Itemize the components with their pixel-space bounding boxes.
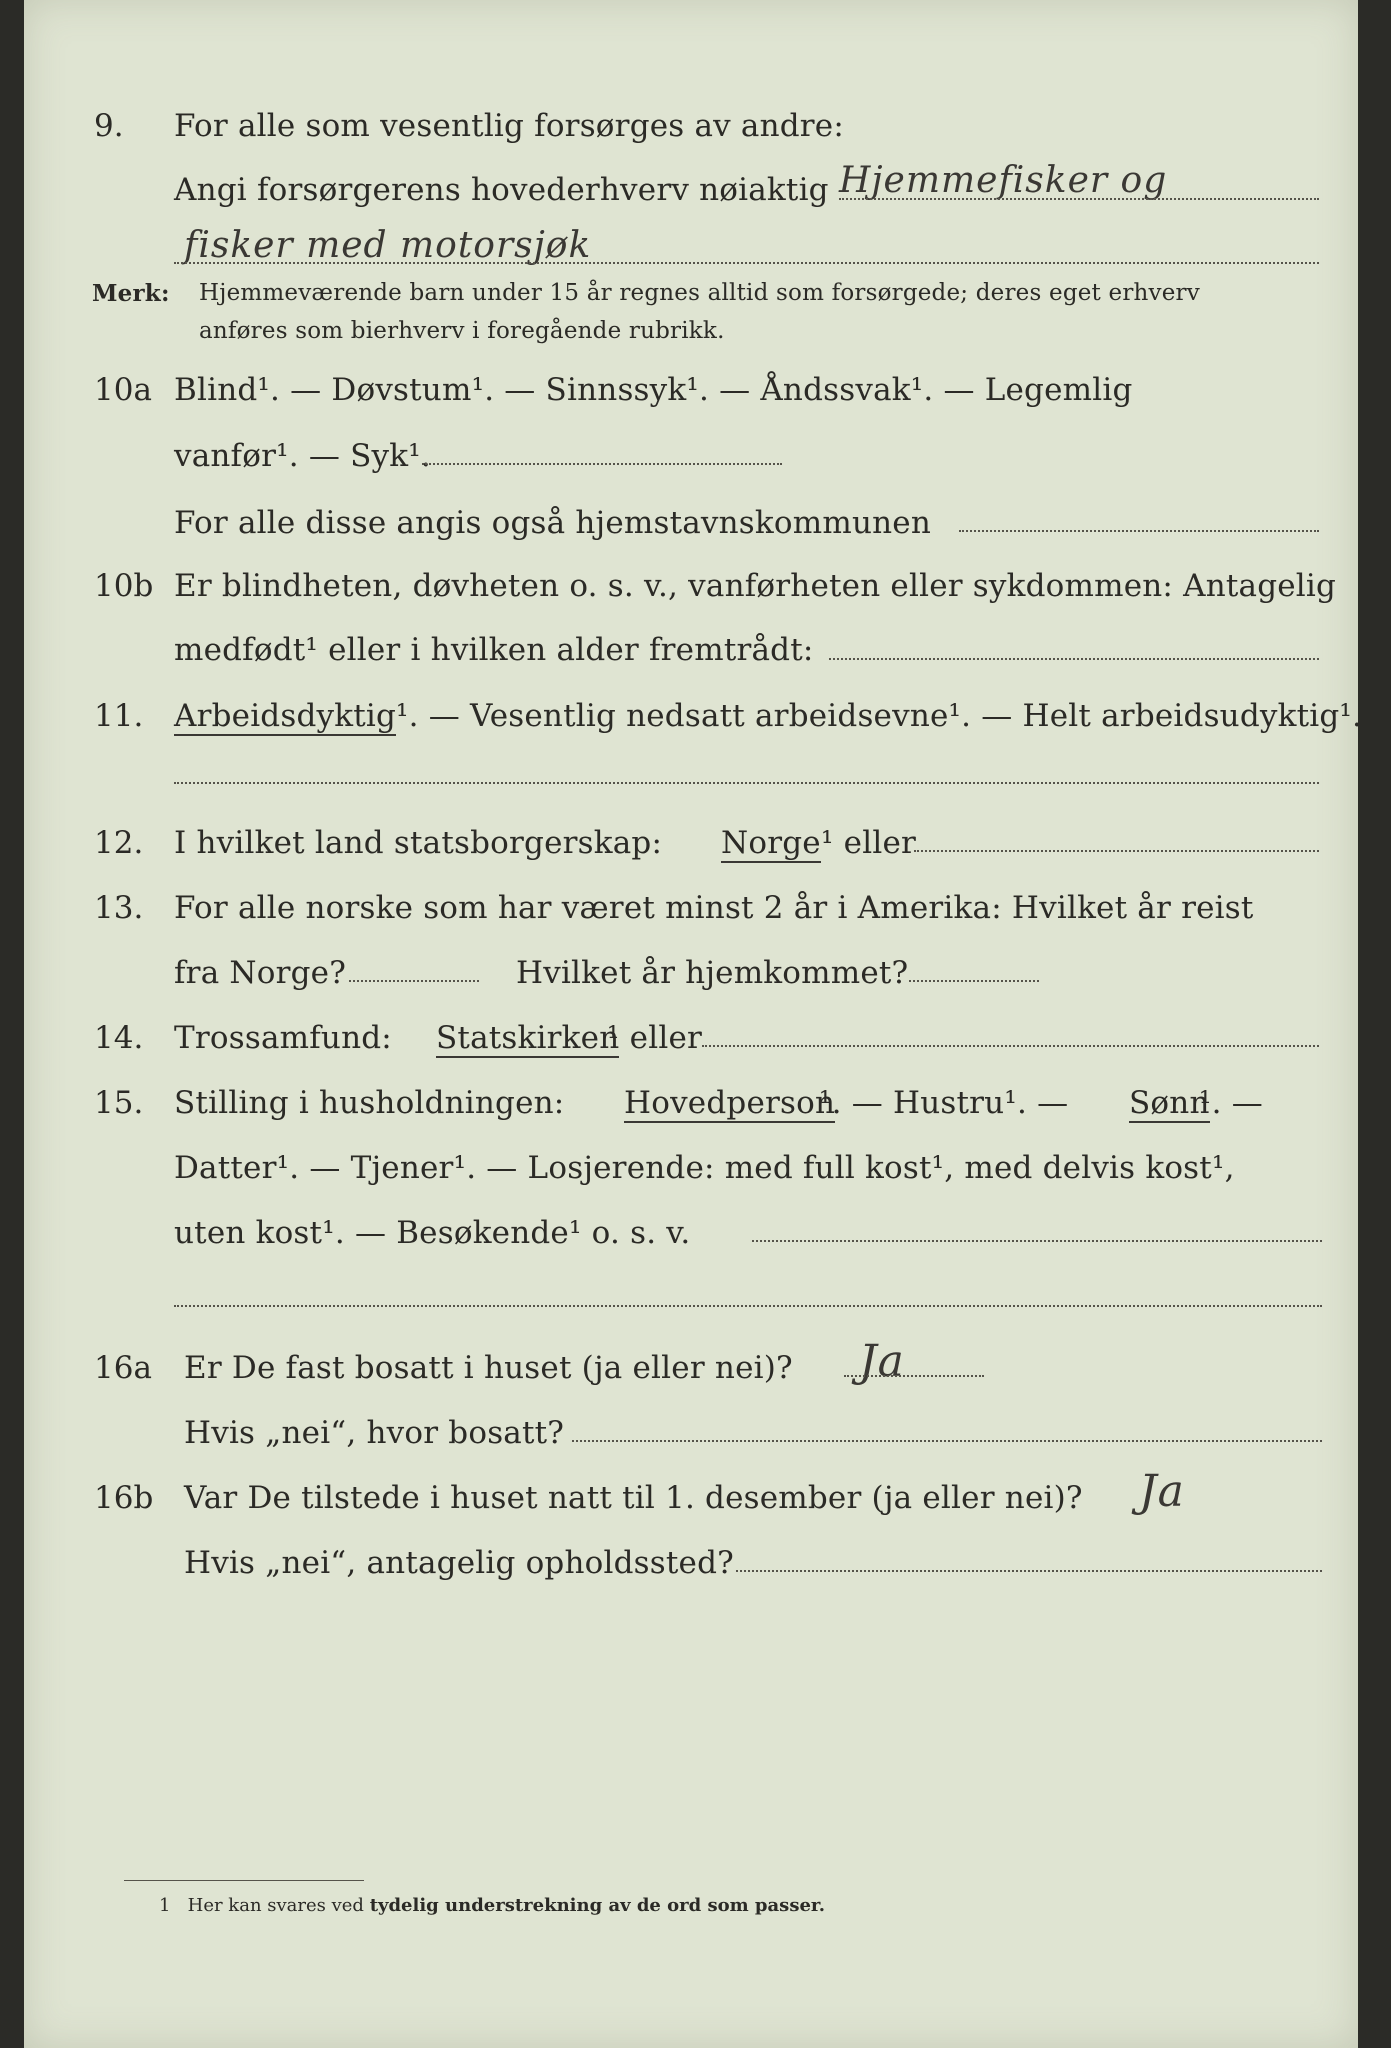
q9-line1: For alle som vesentlig forsørges av andre:: [174, 108, 844, 144]
census-form-page: [24, 0, 1363, 2048]
q9-answer-line-1: [839, 198, 1319, 200]
q15-line1a: Stilling i husholdningen:: [174, 1085, 565, 1121]
q10b-line2: medfødt¹ eller i hvilken alder fremtrådt:: [174, 632, 814, 668]
q11-selected-option: Arbeidsdyktig: [174, 698, 397, 734]
q15-line1b: ¹. — Hustru¹. —: [819, 1085, 1069, 1121]
q13-departure-year-line: [349, 980, 479, 982]
q14-text: Trossamfund:: [174, 1020, 392, 1056]
q13-line2b: Hvilket år hjemkommet?: [516, 955, 909, 991]
q16a-number: 16a: [94, 1350, 152, 1386]
q11-number: 11.: [94, 698, 144, 734]
q16a-residence-line: [572, 1440, 1322, 1442]
q12-number: 12.: [94, 825, 144, 861]
merk-line2: anføres som bierhverv i foregående rubrikk.: [199, 318, 725, 344]
q16b-number: 16b: [94, 1480, 154, 1516]
q9-answer-line-2: [174, 262, 1319, 264]
footnote: [159, 1895, 825, 1916]
q12-selected-option: Norge: [721, 825, 821, 861]
q16b-line1: Var De tilstede i huset natt til 1. desember (ja eller nei)?: [184, 1480, 1083, 1516]
q16b-handwritten-answer: Ja: [1139, 1466, 1185, 1517]
footnote-rule: [124, 1880, 364, 1881]
q11-answer-line: [174, 782, 1319, 784]
q15-number: 15.: [94, 1085, 144, 1121]
q10a-answer-line: [422, 463, 782, 465]
q10b-line1: Er blindheten, døvheten o. s. v., vanførheten eller sykdommen: Antagelig: [174, 568, 1337, 604]
q9-line2: Angi forsørgerens hovederhverv nøiaktig: [174, 172, 829, 208]
footnote-mark: 1: [159, 1895, 171, 1916]
q16a-line2: Hvis „nei“, hvor bosatt?: [184, 1415, 565, 1451]
q15-option-sonn: Sønn: [1129, 1085, 1210, 1121]
footnote-bold-text: tydelig understrekning av de ord som passer.: [369, 1895, 825, 1916]
q16a-line1: Er De fast bosatt i huset (ja eller nei)?: [184, 1350, 793, 1386]
footnote-text: Her kan svares ved: [187, 1895, 364, 1916]
q15-answer-line: [752, 1240, 1322, 1242]
q12-text: I hvilket land statsborgerskap:: [174, 825, 663, 861]
q9-number: 9.: [94, 108, 124, 144]
q10a-number: 10a: [94, 372, 152, 408]
q13-line1: For alle norske som har været minst 2 år i Amerika: Hvilket år reist: [174, 890, 1254, 926]
q16a-handwritten-answer: Ja: [859, 1336, 905, 1387]
q14-answer-line: [702, 1045, 1319, 1047]
q15-selected-option: Hovedperson: [624, 1085, 836, 1121]
q13-return-year-line: [909, 980, 1039, 982]
q15-line1c: ¹. —: [1199, 1085, 1263, 1121]
q11-rest: ¹. — Vesentlig nedsatt arbeidsevne¹. — Helt arbeidsudyktig¹.: [396, 698, 1363, 734]
q13-line2a: fra Norge?: [174, 955, 347, 991]
q10a-home-municipality-line: [959, 530, 1319, 532]
q15-line3: uten kost¹. — Besøkende¹ o. s. v.: [174, 1215, 691, 1251]
q16a-answer-line: [844, 1375, 984, 1377]
q10a-line2: vanfør¹. — Syk¹.: [174, 438, 431, 474]
q15-answer-line-2: [174, 1305, 1322, 1307]
q10a-line1: Blind¹. — Døvstum¹. — Sinnssyk¹. — Åndssvak¹. — Legemlig: [174, 372, 1133, 408]
q15-line2: Datter¹. — Tjener¹. — Losjerende: med full kost¹, med delvis kost¹,: [174, 1150, 1235, 1186]
merk-line1: Hjemmeværende barn under 15 år regnes alltid som forsørgede; deres eget erhverv: [199, 280, 1200, 306]
q14-rest: ¹ eller: [607, 1020, 703, 1056]
q12-answer-line: [914, 850, 1319, 852]
merk-label: Merk:: [92, 280, 170, 307]
q14-number: 14.: [94, 1020, 144, 1056]
q12-rest: ¹ eller: [821, 825, 917, 861]
q16b-whereabouts-line: [736, 1570, 1322, 1572]
q16b-line2: Hvis „nei“, antagelig opholdssted?: [184, 1545, 734, 1581]
q10a-line3: For alle disse angis også hjemstavnskommunen: [174, 505, 931, 541]
q10b-answer-line: [829, 658, 1319, 660]
q9-handwritten-answer-2: fisker med motorsjøk: [184, 225, 592, 266]
q10b-number: 10b: [94, 568, 154, 604]
q13-number: 13.: [94, 890, 144, 926]
q9-handwritten-answer-1: Hjemmefisker og: [839, 160, 1168, 201]
q14-selected-option: Statskirken: [436, 1020, 620, 1056]
